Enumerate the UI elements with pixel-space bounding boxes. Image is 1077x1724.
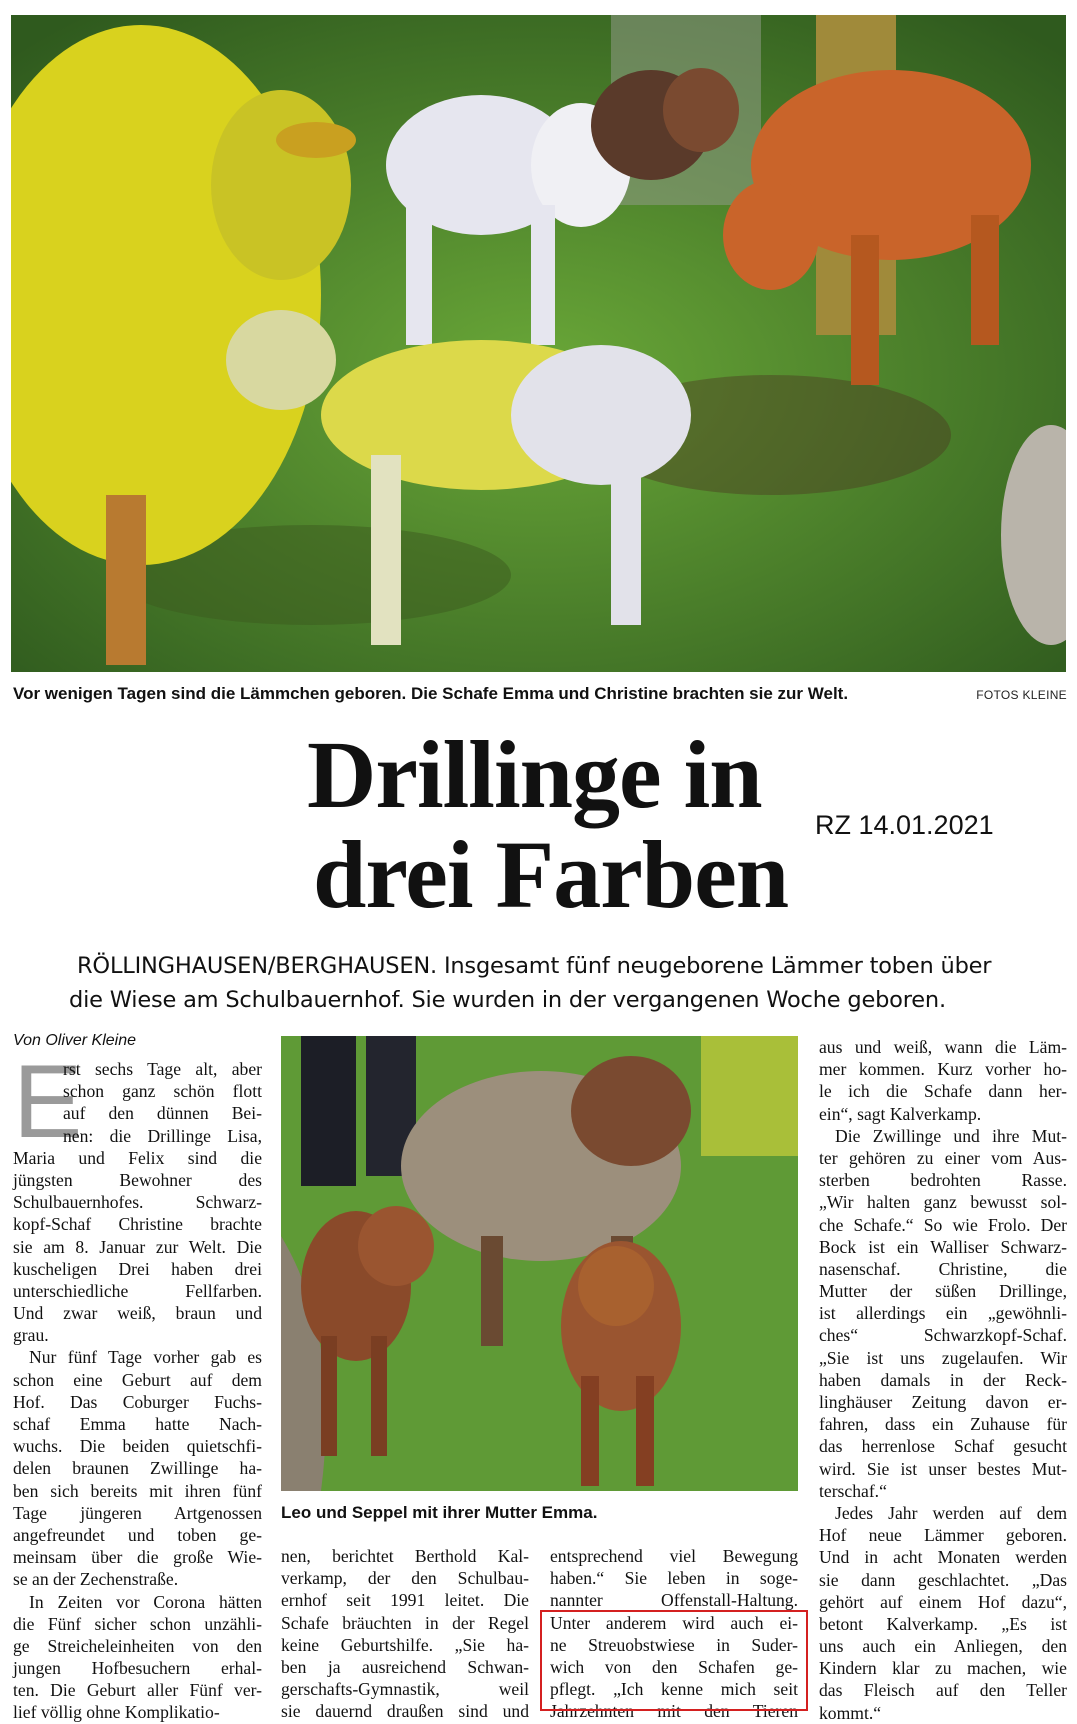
article-line: aus und weiß, wann die Läm- [819,1037,1067,1057]
article-line: entsprechend viel Bewegung [550,1546,798,1566]
mid-photo-caption: Leo und Seppel mit ihrer Mutter Emma. [281,1503,598,1522]
article-line: kommt.“ [819,1702,882,1723]
article-line: Hof neue Lämmer geboren. [819,1525,1067,1546]
headline-line-1: Drillinge in [307,721,762,828]
article-line: Und in acht Monaten werden [819,1547,1067,1568]
article-line: In Zeiten vor Corona hätten [29,1591,262,1612]
article-line: unterschiedliche Fellfarben. [13,1280,262,1301]
article-line: wuchs. Die beiden quietschfi- [13,1436,262,1457]
article-line: Die Zwillinge und ihre Mut- [835,1125,1067,1146]
article-line: pflegt. „Ich kenne mich seit [550,1679,798,1700]
article-line: ein“, sagt Kalverkamp. [819,1103,982,1124]
article-line: schon ganz schön flott [63,1081,262,1102]
article-line: Bock ist ein Walliser Schwarz- [819,1236,1067,1257]
article-line: kuscheligen Drei haben drei [13,1258,262,1279]
top-photo-caption: Vor wenigen Tagen sind die Lämmchen geboren. Die Schafe Emma und Christine brachten sie zur Welt. [13,684,849,703]
article-line: das herrenlose Schaf gesucht [819,1436,1067,1457]
article-line: das Fleisch auf den Teller [819,1680,1067,1701]
issue-date-stamp: RZ 14.01.2021 [815,810,994,840]
article-line: haben.“ Sie leben in soge- [550,1568,798,1589]
article-line: ben ja ausreichend Schwan- [281,1656,529,1677]
top-photo-lambs [11,15,1066,672]
article-line: rst sechs Tage alt, aber [63,1059,262,1079]
article-line: Mutter der süßen Drillinge, [819,1281,1067,1302]
article-line: keine Geburtshilfe. „Sie ha- [281,1634,529,1655]
article-line: wich von den Schafen ge- [550,1656,798,1677]
article-line: ist allerdings ein „gewöhnli- [819,1303,1067,1324]
article-column-1 [13,1044,262,1724]
article-line: sie dann geschlachtet. „Das [819,1569,1067,1590]
article-line: ernhof seit 1991 leitet. Die [281,1590,529,1611]
article-line: ten. Die Geburt aller Fünf ver- [13,1680,262,1701]
article-line: uns auch ein Anliegen, den [819,1636,1067,1657]
article-line: Schafe bräuchten in der Regel [281,1612,529,1633]
article-line: Und zwar weiß, braun und [13,1303,262,1324]
article-line: le ich die Schafe dann her- [819,1081,1067,1102]
article-line: Jahrzehnten mit den Tieren [550,1701,798,1722]
article-line: jungen Hofbesuchern erhal- [13,1658,262,1679]
article-line: jüngsten Bewohner des [13,1169,262,1190]
article-line: sie am 8. Januar zur Welt. Die [13,1236,262,1257]
article-line: angefreundet und toben ge- [13,1524,262,1545]
article-line: „Wir halten ganz bewusst sol- [819,1192,1067,1213]
article-line: kopf-Schaf Christine brachte [13,1214,262,1235]
article-line: sie dauernd draußen sind und [281,1701,529,1722]
article-line: verkamp, der den Schulbau- [281,1568,529,1589]
lambs-illustration [11,15,1066,672]
sheep-illustration [281,1036,798,1491]
article-line: Maria und Felix sind die [13,1147,262,1168]
article-line: Nur fünf Tage vorher gab es [29,1347,262,1368]
article-line: fahren, dass ein Zuhause für [819,1414,1067,1435]
article-line: se an der Zechenstraße. [13,1569,179,1590]
article-line: linghäuser Zeitung davon er- [819,1392,1067,1412]
article-line: „Sie ist uns zugelaufen. Wir [819,1347,1067,1368]
article-line: delen braunen Zwillinge ha- [13,1458,262,1479]
article-line: nen: die Drillinge Lisa, [63,1125,262,1146]
article-line: ne Streuobstwiese in Suder- [550,1634,798,1655]
article-line: schon eine Geburt auf dem [13,1369,262,1390]
article-line: betont Kalverkamp. „Es ist [819,1613,1067,1634]
article-line: lief völlig ohne Komplikatio- [13,1702,220,1723]
article-line: ben sich bereits mit ihren fünf [13,1480,262,1501]
article-line: nannter Offenstall-Haltung. [550,1590,798,1611]
article-line: sterben bedrohten Rasse. [819,1170,1067,1191]
article-line: terschaf.“ [819,1480,887,1501]
byline: Von Oliver Kleine [13,1032,137,1049]
article-line: nen, berichtet Berthold Kal- [281,1546,529,1566]
article-column-2 [281,1545,529,1723]
article-line: gerschafts-Gymnastik, weil [281,1679,529,1700]
article-line: die Fünf sicher schon unzähli- [13,1613,262,1634]
article-line: mer kommen. Kurz vorher ho- [819,1059,1067,1080]
mid-photo-emma-lambs [281,1036,798,1491]
drop-cap: E [13,1044,83,1160]
lead-line-1: RÖLLINGHAUSEN/BERGHAUSEN. Insgesamt fünf neugeborene Lämmer toben über [77,953,992,979]
article-line: meinsam über die große Wie- [13,1547,262,1568]
headline-line-2: drei Farben [313,821,789,928]
article-line: auf den dünnen Bei- [63,1103,262,1124]
article-line: wird. Sie ist unser bestes Mut- [819,1458,1067,1479]
highlight-box [540,1610,808,1711]
article-line: che Schafe.“ So wie Frolo. Der [819,1214,1067,1235]
article-line: ge Streicheleinheiten von den [13,1635,262,1656]
article-line: Unter anderem wird auch ei- [550,1612,798,1633]
article-line: grau. [13,1325,49,1346]
article-line: schaf Emma hatte Nach- [13,1414,262,1434]
article-line: Hof. Das Coburger Fuchs- [13,1391,262,1412]
article-column-4 [819,1036,1067,1724]
article-line: Kindern klar zu machen, wie [819,1658,1067,1679]
photo-credit: FOTOS KLEINE [976,688,1067,702]
article-line: ches“ Schwarzkopf-Schaf. [819,1325,1067,1346]
article-line: Tage jüngeren Artgenossen [13,1502,262,1523]
article-line: Jedes Jahr werden auf dem [835,1502,1067,1523]
article-line: ter gehören zu einer vom Aus- [819,1147,1067,1168]
article-line: gehört auf einem Hof dazu“, [819,1591,1067,1612]
lead-line-2: die Wiese am Schulbauernhof. Sie wurden in der vergangenen Woche geboren. [69,987,946,1013]
article-line: Schulbauernhofes. Schwarz- [13,1192,262,1213]
article-line: haben damals in der Reck- [819,1369,1067,1390]
article-line: nasenschaf. Christine, die [819,1258,1067,1279]
